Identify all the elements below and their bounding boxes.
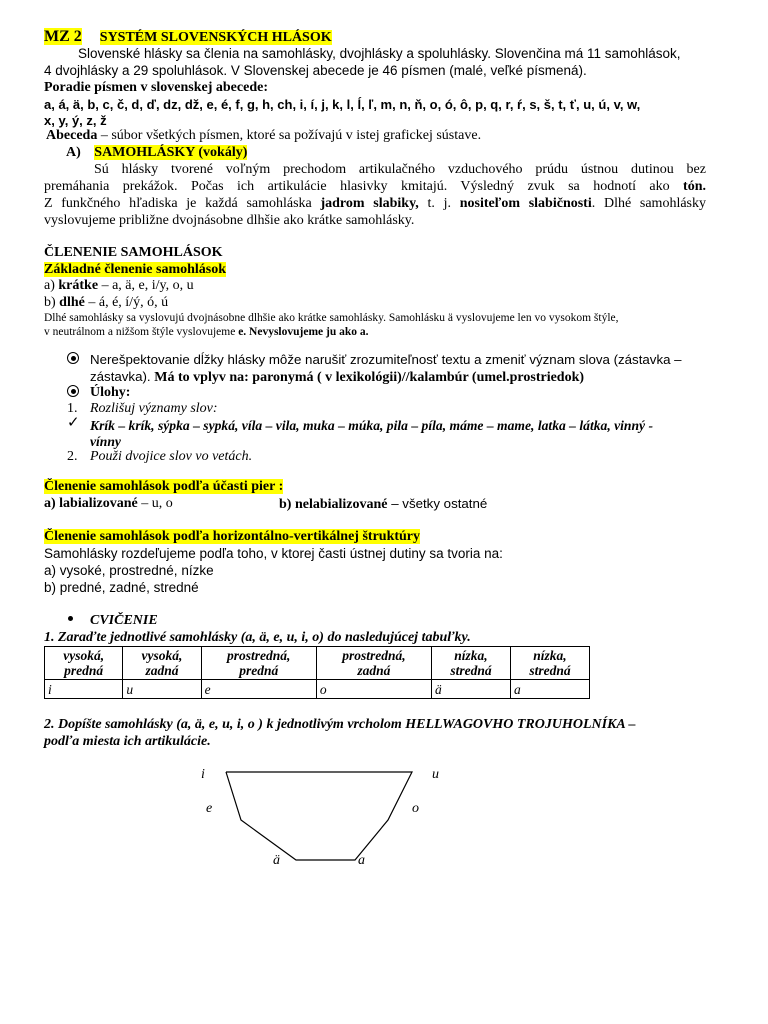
lips-division-title-text: Členenie samohlások podľa účasti pier : <box>44 479 284 494</box>
p1-line-3a: Z funkčného hľadiska je každá samohláska <box>44 196 321 211</box>
section-a-title: SAMOHLÁSKY (vokály) <box>94 145 248 160</box>
exercise-task-2-line-2: podľa miesta ich artikulácie. <box>44 734 211 749</box>
hellwag-outline <box>226 772 412 860</box>
labialized-list: – u, o <box>137 496 173 511</box>
hv-line-2: a) vysoké, prostredné, nízke <box>44 563 214 578</box>
table-cell: o <box>316 680 431 699</box>
long-term: dlhé <box>59 295 85 310</box>
vertex-label-ae: ä <box>273 853 280 868</box>
exercise-title: CVIČENIE <box>90 613 158 628</box>
clenenie-heading: ČLENENIE SAMOHLÁSOK <box>44 245 223 260</box>
table-header-cell: nízka, stredná <box>510 647 589 680</box>
basic-division-title-text: Základné členenie samohlások <box>44 262 227 277</box>
checkmark-icon: ✓ <box>67 415 80 431</box>
page-title: SYSTÉM SLOVENSKÝCH HLÁSOK <box>99 30 332 45</box>
hv-line-3: b) predné, zadné, stredné <box>44 580 199 595</box>
hv-division-title-text: Členenie samohlások podľa horizontálno-vertikálnej štruktúry <box>44 529 421 544</box>
hv-line-1: Samohlásky rozdeľujeme podľa toho, v ktorej časti ústnej dutiny sa tvoria na: <box>44 546 503 561</box>
table-header-cell: nízka, stredná <box>432 647 511 680</box>
table-cell: ä <box>432 680 511 699</box>
intro-line-2: 4 dvojhlásky a 29 spoluhlások. V Slovenskej abecede je 46 písmen (malé, veľké písmená). <box>44 63 587 78</box>
short-prefix: a) <box>44 278 59 293</box>
tasks-title: Úlohy: <box>90 385 131 400</box>
vertex-label-e: e <box>206 801 213 816</box>
ton-term: tón. <box>683 179 706 194</box>
note-line-2a: v neutrálnom a nižšom štýle vyslovujeme <box>44 326 239 338</box>
nonlabialized-term: b) nelabializované <box>279 497 388 512</box>
vertex-label-u: u <box>432 767 439 782</box>
table-header-cell: prostredná, zadná <box>316 647 431 680</box>
alphabet-order-title: Poradie písmen v slovenskej abecede: <box>44 80 268 95</box>
word-pairs-line-2: vínny <box>90 434 121 449</box>
labialized-term: a) labializované <box>44 496 138 511</box>
vertex-label-a: a <box>358 853 365 868</box>
bullet-1-line-1: Nerešpektovanie dĺžky hlásky môže narušiť zrozumiteľnosť textu a zmeniť význam slova (zástavka – <box>90 352 682 367</box>
intro-line-1: Slovenské hlásky sa členia na samohlásky, dvojhlásky a spoluhlásky. Slovenčina má 11 samohlások, <box>78 46 681 61</box>
abeceda-text: – súbor všetkých písmen, ktoré sa požívajú v istej grafickej sústave. <box>97 128 482 143</box>
p1-line-4: vyslovujeme približne dvojnásobne dlhšie ako krátke samohlásky. <box>44 213 415 228</box>
short-term: krátke <box>58 278 99 293</box>
task-2-number: 2. <box>67 449 78 464</box>
nonlabialized-list: – všetky ostatné <box>387 496 488 511</box>
jadro-term: jadrom slabiky, <box>320 196 419 211</box>
p1-line-1: Sú hlásky tvorené voľným prechodom artikulačného vzduchového prúdu ústnou dutinou bez <box>94 162 706 177</box>
p1-line-3e: . Dlhé samohlásky <box>591 196 706 211</box>
long-list: – á, é, í/ý, ó, ú <box>84 295 169 310</box>
alphabet-line-2: x, y, ý, z, ž <box>44 113 107 128</box>
abeceda-term: Abeceda <box>46 128 98 143</box>
task-2-text: Použi dvojice slov vo vetách. <box>90 449 253 464</box>
note-line-2b: e. Nevyslovujeme ju ako a. <box>238 326 369 338</box>
table-header-cell: vysoká, zadná <box>123 647 201 680</box>
exercise-task-1: 1. Zaraďte jednotlivé samohlásky (a, ä, e, u, i, o) do nasledujúcej tabuľky. <box>44 630 471 645</box>
p1-line-2-text: premáhania prekážok. Počas ich artikulácie hlasivky kmitajú. Výsledný zvuk sa hodnotí ako <box>44 179 684 194</box>
p1-line-3c: t. j. <box>418 196 460 211</box>
module-code: MZ 2 <box>44 28 82 45</box>
long-prefix: b) <box>44 295 60 310</box>
table-header-cell: prostredná, predná <box>201 647 316 680</box>
short-list: – a, ä, e, i/y, o, u <box>98 278 194 293</box>
table-cell: i <box>45 680 123 699</box>
section-a-letter: A) <box>66 145 81 160</box>
table-cell: e <box>201 680 316 699</box>
table-cell: u <box>123 680 201 699</box>
length-note-line-1: Dlhé samohlásky sa vyslovujú dvojnásobne dlhšie ako krátke samohlásky. Samohlásku ä vyslovujeme len vo vysokom štýle, <box>44 312 619 324</box>
bullet-1-line-2a: zástavka). <box>90 369 155 384</box>
vertex-label-i: i <box>201 767 205 782</box>
task-1-number: 1. <box>67 401 78 416</box>
nositel-term: nositeľom slabičnosti <box>459 196 592 211</box>
bullet-1-line-2b: Má to vplyv na: paronymá ( v lexikológii)//kalambúr (umel.prostriedok) <box>154 370 585 385</box>
exercise-task-2-line-1: 2. Dopíšte samohlásky (a, ä, e, u, i, o ) k jednotlivým vrcholom HELLWAGOVHO TROJUHOLNÍKA – <box>44 717 636 732</box>
alphabet-line-1: a, á, ä, b, c, č, d, ď, dz, dž, e, é, f, g, h, ch, i, í, j, k, l, ĺ, ľ, m, n, ň, o, ó, ô, p, q, r, ŕ, s, š, t, ť, u, ú, v, w, <box>44 97 641 112</box>
table-cell: a <box>510 680 589 699</box>
task-1-text: Rozlišuj významy slov: <box>90 401 218 416</box>
word-pairs-line-1: Krík – krík, sýpka – sypká, víla – vila, muka – múka, pila – píla, máme – mame, latka – látka, vinný - <box>90 418 654 433</box>
vertex-label-o: o <box>412 801 419 816</box>
table-header-cell: vysoká, predná <box>45 647 123 680</box>
